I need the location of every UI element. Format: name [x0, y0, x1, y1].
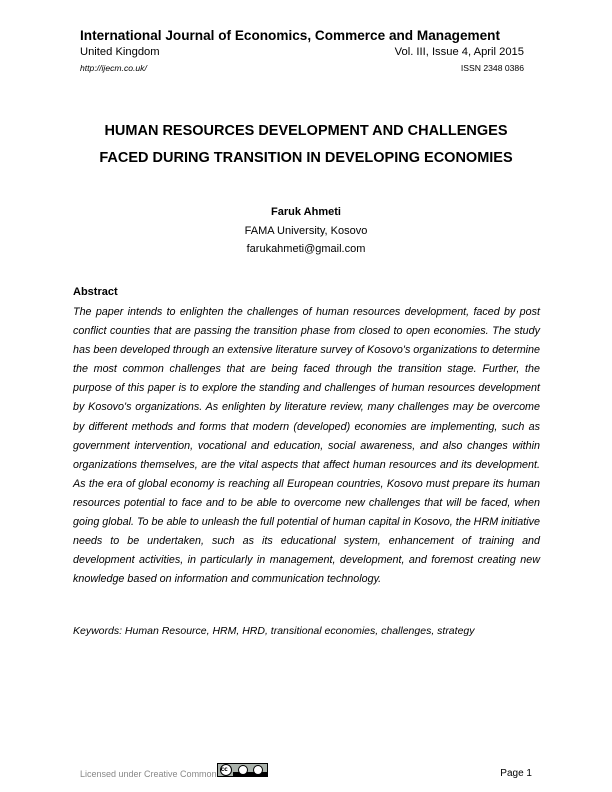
journal-country: United Kingdom	[80, 46, 160, 58]
paper-title	[40, 118, 572, 172]
journal-meta-row	[80, 63, 524, 73]
cc-badge-label: cc	[220, 766, 228, 773]
attribution-icon	[238, 765, 248, 775]
journal-issn: ISSN 2348 0386	[460, 63, 524, 73]
journal-volume-issue: Vol. III, Issue 4, April 2015	[394, 46, 524, 58]
abstract-heading: Abstract	[73, 286, 118, 298]
paper-title-line: FACED DURING TRANSITION IN DEVELOPING ECONOMIES	[99, 150, 513, 166]
license-footer	[80, 763, 268, 779]
author-affiliation: FAMA University, Kosovo	[244, 224, 368, 237]
journal-url-link[interactable]: http://ijecm.co.uk/	[80, 63, 147, 73]
author-name: Faruk Ahmeti	[271, 206, 341, 218]
creative-commons-icon[interactable]	[217, 763, 268, 777]
abstract-text: The paper intends to enlighten the challenges of human resources development, faced by post conflict counties that are passing the transition phase from closed to open economies. The study has been developed through an extensive literature survey of Kosovo's organizations to determine the most common challenges that are being faced through the transition stage. Further, the purpose of this paper is to explore the standing and challenges of human resources development by Kosovo's organizations. As enlighten by literature review, many challenges may be overcome by different methods and forms that modern (developed) economies are implementing, such as government intervention, vocational and education, social awareness, and also changes within organizations themselves, are the vital aspects that affect human resources and its development. As the era of global economy is reaching all European countries, Kosovo must prepare its human resources potential to face and to be able to overcome new challenges that will be faced, when going global. To be able to unleash the full potential of human capital in Kosovo, the HRM initiative needs to be undertaken, such as its educational system, enhancement of training and development activities, in particularly in management, development, and foremost creating new knowledge based on information and communication technology.	[73, 306, 540, 586]
journal-info-row	[80, 46, 524, 58]
journal-title: International Journal of Economics, Commerce and Management	[80, 28, 500, 43]
author-email[interactable]: farukahmeti@gmail.com	[246, 243, 366, 255]
noncommercial-icon	[253, 765, 263, 775]
paper-title-line: HUMAN RESOURCES DEVELOPMENT AND CHALLENGES	[104, 123, 508, 139]
page-number: Page 1	[500, 768, 532, 779]
author-block	[40, 203, 572, 259]
keywords: Keywords: Human Resource, HRM, HRD, transitional economies, challenges, strategy	[73, 625, 475, 637]
license-text: Licensed under Creative Common	[80, 769, 217, 779]
